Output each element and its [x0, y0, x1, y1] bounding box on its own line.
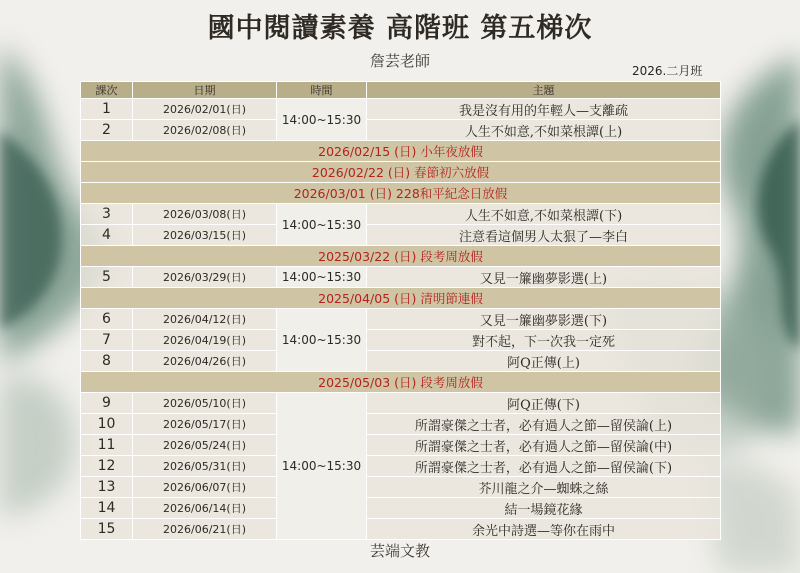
- holiday-notice: 2025/05/03 (日) 段考周放假: [81, 372, 721, 393]
- table-row: [81, 393, 721, 414]
- lesson-number: 10: [81, 414, 133, 435]
- lesson-date: 2026/02/01(日): [133, 99, 277, 120]
- lesson-date: 2026/05/10(日): [133, 393, 277, 414]
- lesson-topic: 阿Q正傳(下): [367, 393, 721, 414]
- table-row: [81, 519, 721, 540]
- lesson-topic: 注意看這個男人太狠了—李白: [367, 225, 721, 246]
- holiday-notice: 2026/03/01 (日) 228和平紀念日放假: [81, 183, 721, 204]
- holiday-notice: 2026/02/22 (日) 春節初六放假: [81, 162, 721, 183]
- footer-brand: 芸端文教: [369, 542, 430, 560]
- table-row: [81, 225, 721, 246]
- table-row: [81, 120, 721, 141]
- teacher-name: 詹芸老師: [369, 52, 430, 70]
- lesson-time: 14:00~15:30: [277, 267, 367, 288]
- table-row: [81, 330, 721, 351]
- lesson-date: 2026/04/12(日): [133, 309, 277, 330]
- lesson-date: 2026/03/29(日): [133, 267, 277, 288]
- table-row: [81, 351, 721, 372]
- table-row: [81, 99, 721, 120]
- lesson-topic: 我是沒有用的年輕人—支離疏: [367, 99, 721, 120]
- lesson-date: 2026/02/08(日): [133, 120, 277, 141]
- lesson-topic: 又見一簾幽夢影選(下): [367, 309, 721, 330]
- holiday-row: [81, 246, 721, 267]
- holiday-row: [81, 372, 721, 393]
- header-topic: 主題: [367, 82, 721, 99]
- table-row: [81, 435, 721, 456]
- page-title: 國中閱讀素養 高階班 第五梯次: [207, 13, 593, 44]
- lesson-topic: 又見一簾幽夢影選(上): [367, 267, 721, 288]
- lesson-topic: 所謂豪傑之士者，必有過人之節—留侯論(上): [367, 414, 721, 435]
- lesson-topic: 對不起，下一次我一定死: [367, 330, 721, 351]
- lesson-date: 2026/06/07(日): [133, 477, 277, 498]
- lesson-number: 3: [81, 204, 133, 225]
- holiday-row: [81, 288, 721, 309]
- table-row: [81, 309, 721, 330]
- lesson-number: 11: [81, 435, 133, 456]
- lesson-number: 6: [81, 309, 133, 330]
- lesson-number: 7: [81, 330, 133, 351]
- table-row: [81, 414, 721, 435]
- term-label: 2026.二月班: [632, 64, 703, 78]
- schedule-table-body: [81, 99, 721, 540]
- table-row: [81, 456, 721, 477]
- table-row: [81, 477, 721, 498]
- lesson-number: 1: [81, 99, 133, 120]
- lesson-date: 2026/05/24(日): [133, 435, 277, 456]
- lesson-date: 2026/03/15(日): [133, 225, 277, 246]
- lesson-date: 2026/06/14(日): [133, 498, 277, 519]
- lesson-time: 14:00~15:30: [277, 204, 367, 246]
- lesson-date: 2026/05/17(日): [133, 414, 277, 435]
- lesson-topic: 所謂豪傑之士者，必有過人之節—留侯論(下): [367, 456, 721, 477]
- schedule-table: [80, 81, 721, 540]
- lesson-date: 2026/06/21(日): [133, 519, 277, 540]
- holiday-notice: 2025/04/05 (日) 清明節連假: [81, 288, 721, 309]
- lesson-topic: 阿Q正傳(上): [367, 351, 721, 372]
- lesson-date: 2026/04/26(日): [133, 351, 277, 372]
- holiday-notice: 2025/03/22 (日) 段考周放假: [81, 246, 721, 267]
- header-date: 日期: [133, 82, 277, 99]
- lesson-number: 9: [81, 393, 133, 414]
- lesson-topic: 人生不如意,不如菜根譚(下): [367, 204, 721, 225]
- holiday-notice: 2026/02/15 (日) 小年夜放假: [81, 141, 721, 162]
- schedule-table-header: [81, 82, 721, 99]
- lesson-date: 2026/04/19(日): [133, 330, 277, 351]
- header-lesson-no: 課次: [81, 82, 133, 99]
- holiday-row: [81, 162, 721, 183]
- lesson-number: 2: [81, 120, 133, 141]
- lesson-number: 15: [81, 519, 133, 540]
- lesson-time: 14:00~15:30: [277, 309, 367, 372]
- lesson-topic: 所謂豪傑之士者，必有過人之節—留侯論(中): [367, 435, 721, 456]
- lesson-number: 4: [81, 225, 133, 246]
- lesson-topic: 余光中詩選—等你在雨中: [367, 519, 721, 540]
- header-time: 時間: [277, 82, 367, 99]
- holiday-row: [81, 183, 721, 204]
- lesson-number: 13: [81, 477, 133, 498]
- table-row: [81, 204, 721, 225]
- lesson-topic: 人生不如意,不如菜根譚(上): [367, 120, 721, 141]
- lesson-date: 2026/05/31(日): [133, 456, 277, 477]
- holiday-row: [81, 141, 721, 162]
- lesson-date: 2026/03/08(日): [133, 204, 277, 225]
- lesson-number: 8: [81, 351, 133, 372]
- table-row: [81, 267, 721, 288]
- lesson-number: 5: [81, 267, 133, 288]
- lesson-topic: 芥川龍之介—蜘蛛之絲: [367, 477, 721, 498]
- lesson-topic: 結一場鏡花緣: [367, 498, 721, 519]
- table-row: [81, 498, 721, 519]
- lesson-time: 14:00~15:30: [277, 393, 367, 540]
- lesson-time: 14:00~15:30: [277, 99, 367, 141]
- lesson-number: 12: [81, 456, 133, 477]
- lesson-number: 14: [81, 498, 133, 519]
